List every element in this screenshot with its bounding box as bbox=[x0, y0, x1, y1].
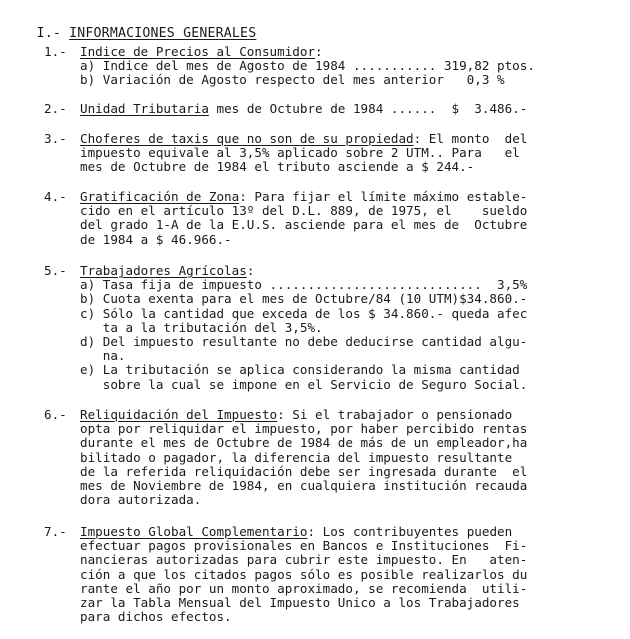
section-title: Choferes de taxis que no son de su propiedad bbox=[80, 131, 414, 146]
section-text-line bbox=[80, 307, 527, 321]
section-text: : Los contribuyentes pueden bbox=[307, 524, 513, 539]
section-text: b) Variación de Agosto respecto del mes anterior 0,3 % bbox=[80, 72, 505, 88]
section-text-line bbox=[80, 233, 232, 247]
section-text: : Para fijar el límite máximo estable- bbox=[239, 189, 528, 204]
section-text: impuesto equivale al 3,5% aplicado sobre 2 UTM.. Para el bbox=[80, 145, 520, 161]
section-title: Gratificación de Zona bbox=[80, 189, 240, 204]
section-text-line bbox=[80, 218, 527, 232]
section-title: Trabajadores Agrícolas bbox=[80, 263, 247, 278]
section-text-line bbox=[80, 73, 505, 87]
section-text: rante el año por un monto aproximado, se recomienda utili- bbox=[80, 580, 528, 596]
section-text: mes de Octubre de 1984 el tributo asciende a $ 244.- bbox=[80, 159, 475, 175]
section-text: durante el mes de Octubre de 1984 de más de un empleador,ha bbox=[80, 435, 528, 451]
section-text: dora autorizada. bbox=[80, 492, 202, 508]
section-text-line bbox=[80, 582, 527, 596]
section-text-line bbox=[80, 422, 527, 436]
section-text-line bbox=[80, 568, 527, 582]
section-text-line bbox=[80, 436, 527, 450]
section-text-line bbox=[80, 292, 527, 306]
section-text-line bbox=[80, 539, 527, 553]
section-text: : bbox=[246, 263, 255, 278]
section-text: de 1984 a $ 46.966.- bbox=[80, 231, 232, 247]
section-text: mes de Noviembre de 1984, en cualquiera institución recauda bbox=[80, 478, 528, 493]
section-text: : bbox=[315, 44, 323, 59]
section-text-line bbox=[80, 146, 520, 160]
section-title: Indice de Precios al Consumidor bbox=[80, 44, 316, 59]
section-text-line bbox=[80, 363, 520, 377]
section-text-line bbox=[80, 479, 527, 493]
section-text: ción a que los citados pagos sólo es posible realizarlos du bbox=[80, 566, 528, 582]
section-text: c) Sólo la cantidad que exceda de los $ 34.860.- queda afec bbox=[80, 305, 528, 321]
section-text-line bbox=[80, 553, 527, 567]
section-text: bilitado o pagador, la diferencia del impuesto resultante bbox=[80, 449, 513, 465]
section-number: 3.- bbox=[44, 131, 67, 146]
section-number: 1.- bbox=[44, 44, 67, 59]
section-text-line bbox=[80, 465, 527, 479]
section-text: b) Cuota exenta para el mes de Octubre/84 (10 UTM)$34.860.- bbox=[80, 291, 528, 307]
section-title-line bbox=[80, 525, 512, 539]
section-title: Impuesto Global Complementario bbox=[80, 524, 308, 539]
section-text: sobre la cual se impone en el Servicio de Seguro Social. bbox=[80, 376, 528, 392]
section-text-line bbox=[80, 321, 323, 335]
section-text: cido en el artículo 13º del D.L. 889, de 1975, el sueldo bbox=[80, 203, 528, 219]
section-text: e) La tributación se aplica considerando la misma cantidad bbox=[80, 362, 520, 378]
section-text: na. bbox=[80, 348, 126, 364]
section-number: 5.- bbox=[44, 263, 67, 278]
section-text: opta por reliquidar el impuesto, por haber percibido rentas bbox=[80, 421, 528, 437]
section-text: ta a la tributación del 3,5%. bbox=[80, 319, 323, 335]
section-number: 2.- bbox=[44, 101, 67, 116]
section-title: Unidad Tributaria bbox=[80, 101, 209, 116]
section-text-line bbox=[80, 596, 520, 610]
section-text: mes de Octubre de 1984 ...... $ 3.486.- bbox=[208, 101, 528, 116]
section-text: : Si el trabajador o pensionado bbox=[277, 407, 513, 422]
section-text: del grado 1-A de la E.U.S. asciende para el mes de Octubre bbox=[80, 217, 528, 233]
section-number: 4.- bbox=[44, 189, 67, 204]
section-title-line bbox=[80, 45, 323, 59]
section-text-line bbox=[80, 349, 126, 363]
section-text: efectuar pagos provisionales en Bancos e Instituciones Fi- bbox=[80, 538, 528, 554]
heading-title: INFORMACIONES GENERALES bbox=[69, 26, 257, 41]
section-text-line bbox=[80, 493, 201, 507]
section-number: 6.- bbox=[44, 407, 67, 422]
section-text-line bbox=[80, 59, 535, 73]
section-text: a) Indice del mes de Agosto de 1984 ........... 319,82 ptos. bbox=[80, 58, 535, 74]
section-text: : El monto del bbox=[413, 131, 528, 146]
section-text-line bbox=[80, 204, 527, 218]
section-text: de la referida reliquidación debe ser ingresada durante el bbox=[80, 463, 528, 479]
section-title-line bbox=[80, 190, 527, 204]
section-text: a) Tasa fija de impuesto ............................ 3,5% bbox=[80, 277, 528, 293]
section-title-line bbox=[80, 132, 527, 146]
section-title-line bbox=[80, 264, 254, 278]
section-number: 7.- bbox=[44, 524, 67, 539]
section-title-line bbox=[80, 102, 527, 116]
section-text: nancieras autorizadas para cubrir este impuesto. En aten- bbox=[80, 552, 528, 568]
section-title: Reliquidación del Impuesto bbox=[80, 407, 278, 422]
section-title-line bbox=[80, 408, 512, 422]
section-text: zar la Tabla Mensual del Impuesto Unico a los Trabajadores bbox=[80, 595, 520, 610]
section-text: para dichos efectos. bbox=[80, 609, 232, 625]
heading-numeral: I.- bbox=[36, 26, 61, 41]
section-text-line bbox=[80, 378, 527, 392]
section-text-line bbox=[80, 610, 232, 624]
section-text-line bbox=[80, 160, 474, 174]
section-text-line bbox=[80, 278, 527, 292]
section-text-line bbox=[80, 451, 512, 465]
section-text-line bbox=[80, 335, 527, 349]
section-text: d) Del impuesto resultante no debe deducirse cantidad algu- bbox=[80, 334, 528, 349]
